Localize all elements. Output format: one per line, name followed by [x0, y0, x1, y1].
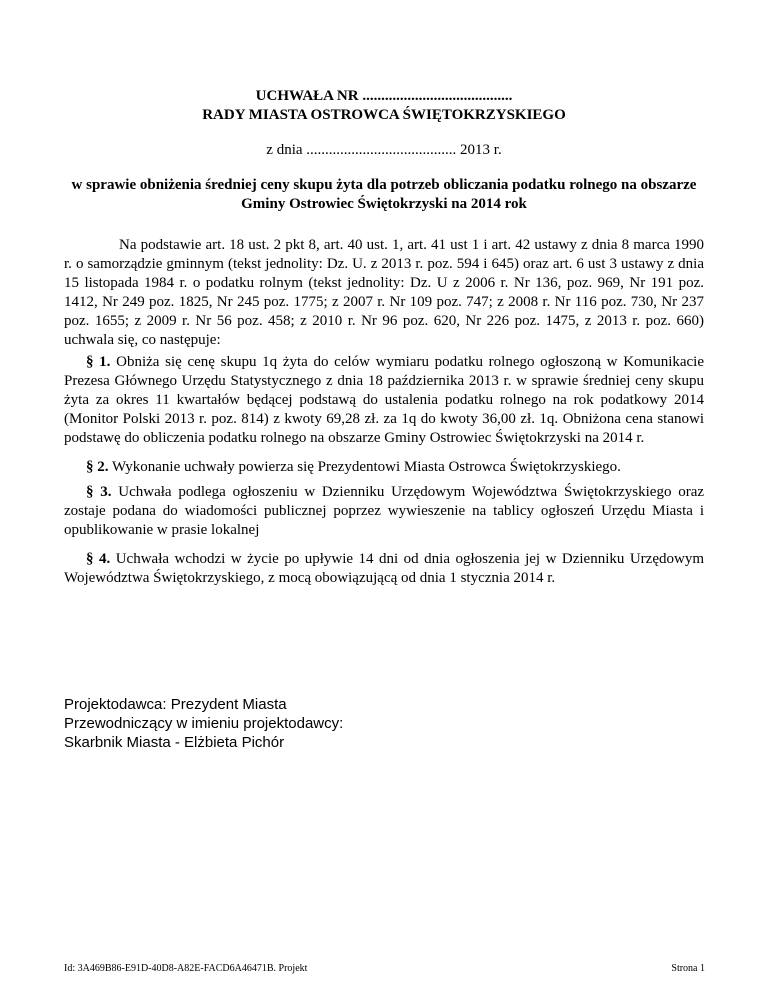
section-2: [64, 458, 704, 477]
footer-document-id: Id: 3A469B86-E91D-40D8-A82E-FACD6A46471B. Projekt: [64, 963, 308, 974]
resolution-date: z dnia ........................................ 2013 r.: [266, 142, 502, 158]
section-4-label: § 4.: [86, 551, 111, 567]
section-1-label: § 1.: [86, 354, 111, 370]
section-1: [64, 353, 704, 448]
legal-basis-paragraph: Na podstawie art. 18 ust. 2 pkt 8, art. 40 ust. 1, art. 41 ust 1 i art. 42 ustawy z dnia 8 marca 1990 r. o samorządzie gminnym (tekst jednolity: Dz. U. z 2013 r. poz. 594 i 645) oraz art. 6 ust 3 ustawy z dnia 15 listopada 1984 r. o podatku rolnym (tekst jednolity: Dz. U z 2006 r. Nr 136, poz. 969, Nr 191 poz. 1412, Nr 249 poz. 1825, Nr 245 poz. 1775; z 2007 r. Nr 109 poz. 747; z 2008 r. Nr 116 poz. 730, Nr 237 poz. 1655; z 2009 r. Nr 56 poz. 458; z 2010 r. Nr 96 poz. 620, Nr 226 poz. 1475, z 2013 r. poz. 660) uchwala się, co następuje:: [64, 237, 704, 348]
section-2-label: § 2.: [86, 459, 109, 475]
section-2-text: Wykonanie uchwały powierza się Prezydentowi Miasta Ostrowca Świętokrzyskiego.: [111, 459, 621, 475]
signature-line-1: Projektodawca: Prezydent Miasta: [64, 696, 287, 713]
section-1-text: Obniża się cenę skupu 1q żyta do celów wymiaru podatku rolnego ogłoszoną w Komunikacie Prezesa Głównego Urzędu Statystycznego z dnia 18 października 2013 r. w sprawie średniej ceny skupu żyta za okres 11 kwartałów będącej podstawą do ustalenia podatku rolnego na rok podatkowy 2014 (Monitor Polski 2013 r. poz. 814) z kwoty 69,28 zł. za 1q do kwoty 36,00 zł. 1q. Obniżona cena stanowi podstawę do obliczenia podatku rolnego na obszarze Gminy Ostrowiec Świętokrzyski na 2014 r.: [64, 354, 705, 446]
footer-page-number: Strona 1: [671, 963, 705, 974]
section-3-text: Uchwała podlega ogłoszeniu w Dzienniku Urzędowym Województwa Świętokrzyskiego oraz zostaje podana do wiadomości publicznej poprzez wywieszenie na tablicy ogłoszeń Urzędu Miasta i opublikowanie w prasie lokalnej: [64, 484, 705, 538]
signature-line-3: Skarbnik Miasta - Elżbieta Pichór: [64, 734, 285, 751]
resolution-subject: w sprawie obniżenia średniej ceny skupu żyta dla potrzeb obliczania podatku rolnego na obszarze Gminy Ostrowiec Świętokrzyski na 2014 rok: [71, 177, 697, 212]
section-3-label: § 3.: [86, 484, 112, 500]
section-3: [64, 483, 704, 540]
section-4: [64, 550, 704, 588]
signature-line-2: Przewodniczący w imieniu projektodawcy:: [64, 715, 344, 732]
section-4-text: Uchwała wchodzi w życie po upływie 14 dni od dnia ogłoszenia jej w Dzienniku Urzędowym Województwa Świętokrzyskiego, z mocą obowiązującą od dnia 1 stycznia 2014 r.: [64, 551, 704, 586]
council-name: RADY MIASTA OSTROWCA ŚWIĘTOKRZYSKIEGO: [202, 107, 566, 123]
resolution-title: UCHWAŁA NR ........................................: [255, 88, 513, 104]
